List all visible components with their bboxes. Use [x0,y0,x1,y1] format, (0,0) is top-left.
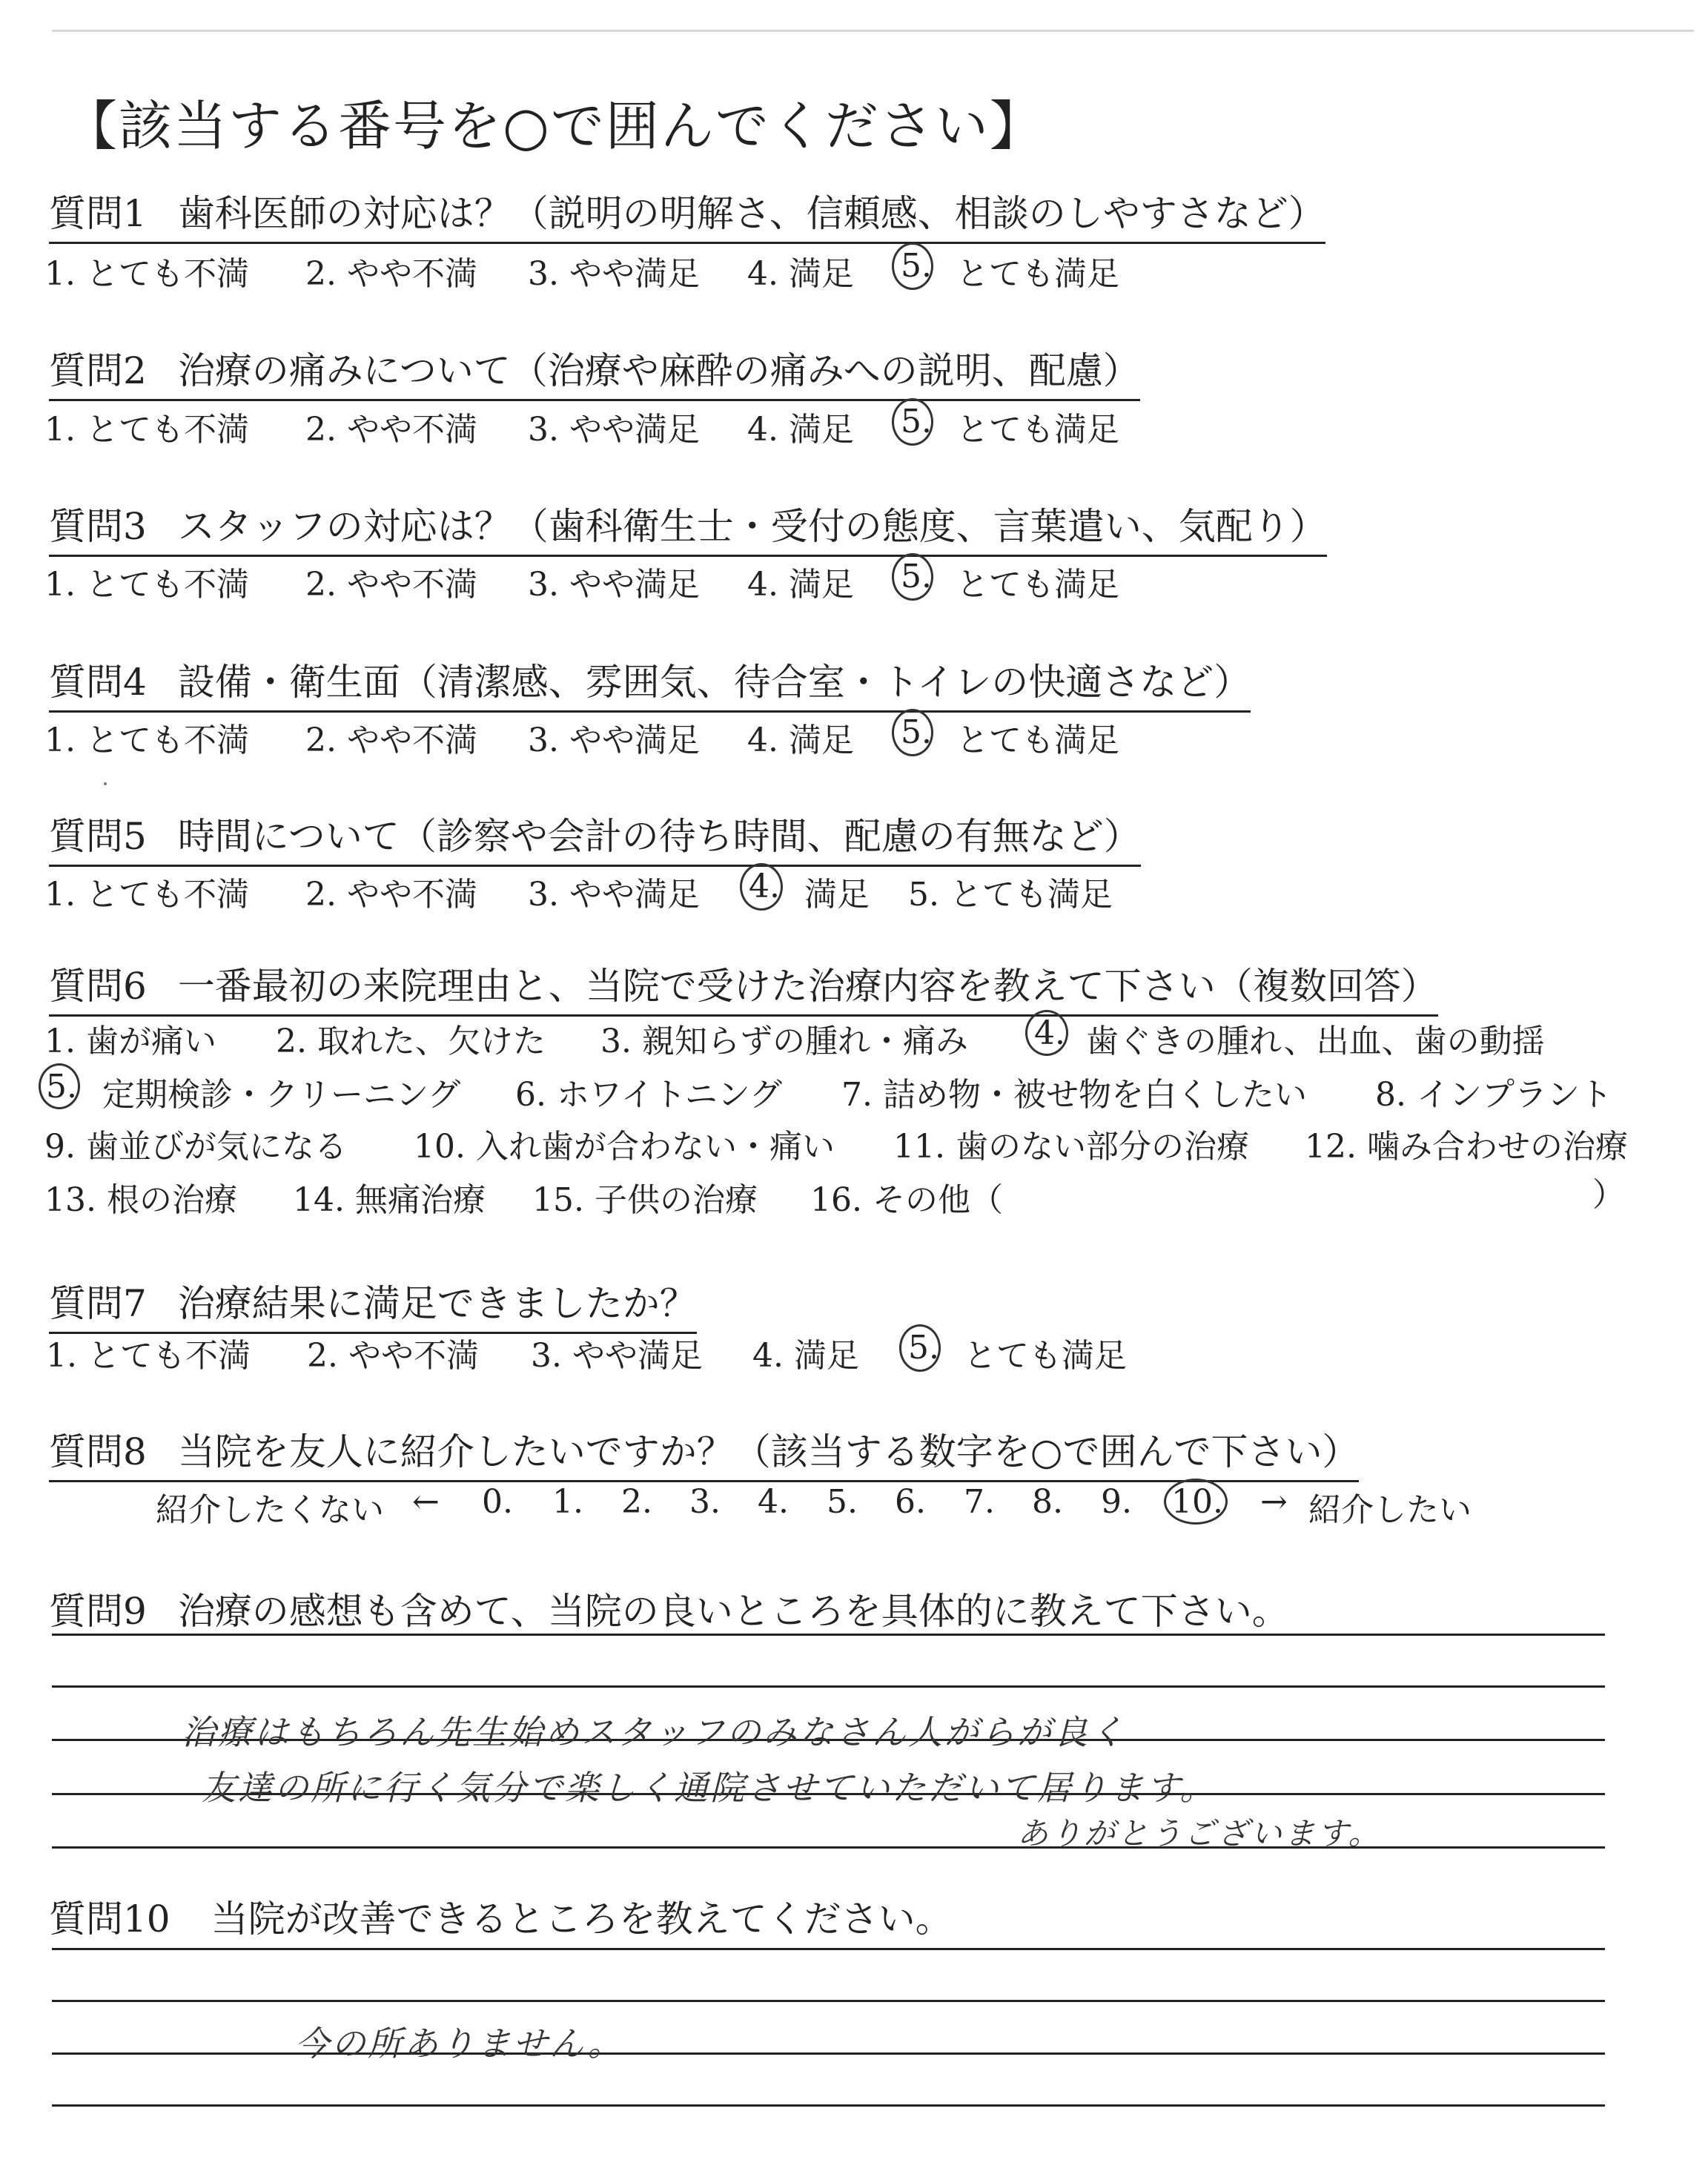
q9-answer-line-2 [52,1685,1605,1688]
q2-option-3[interactable]: 3. やや満足 [528,411,700,449]
q10-handwritten-line-1: 今の所ありません。 [295,2024,624,2064]
question-7-text: 治療結果に満足できましたか？ [177,1282,697,1325]
q6-option-4[interactable]: 4. [1034,1014,1065,1052]
q8-answer-circle [1164,1479,1228,1525]
question-3-text: スタッフの対応は？（歯科衛生士・受付の態度、言葉遣い、気配り） [177,505,1327,548]
q4-option-5[interactable]: 5. [901,713,932,751]
q4-option-5-label: とても満足 [956,721,1119,759]
question-1-title [49,184,1325,244]
q7-option-5[interactable]: 5. [908,1329,939,1367]
q7-answer-circle [899,1324,941,1372]
question-3-number: 質問3 [49,505,147,548]
q4-answer-circle [892,709,933,756]
q9-handwritten-line-3: ありがとうございます。 [1017,1815,1382,1852]
q5-option-1[interactable]: 1. とても不満 [44,876,249,914]
q2-option-1[interactable]: 1. とても不満 [44,411,249,449]
q5-option-4-label: 満足 [804,876,870,914]
q10-answer-line-4 [52,2104,1605,2107]
question-4-number: 質問4 [49,661,147,704]
question-1-text: 歯科医師の対応は？（説明の明解さ、信頼感、相談のしやすさなど） [177,192,1325,235]
question-6-number: 質問6 [49,965,147,1008]
q6-option-4-label: 歯ぐきの腫れ、出血、歯の動揺 [1086,1023,1545,1060]
question-1-number: 質問1 [49,192,147,235]
q10-answer-line-2 [52,2000,1605,2002]
q8-right-arrow: → [1260,1483,1288,1521]
q6-other-close-paren: ） [1592,1176,1625,1214]
q3-option-2[interactable]: 2. やや不満 [305,566,477,604]
q6-option-12[interactable]: 12. 噛み合わせの治療 [1305,1128,1628,1166]
q4-option-4[interactable]: 4. 満足 [747,721,854,759]
q9-handwritten-line-2: 友達の所に行く気分で楽しく通院させていただいて居ります。 [202,1768,1217,1808]
q8-scale-7[interactable]: 7. [964,1483,995,1521]
q10-answer-line-3 [52,2052,1605,2055]
q3-option-5[interactable]: 5. [901,558,932,595]
q5-option-5[interactable]: 5. とても満足 [908,876,1113,914]
question-10-number: 質問10 [49,1898,171,1941]
q6-option-5[interactable]: 5. [46,1068,77,1106]
question-8-title [49,1422,1359,1482]
q1-answer-circle [892,242,933,290]
q10-answer-line-1 [52,1948,1605,1950]
q4-option-1[interactable]: 1. とても不満 [44,721,249,759]
q6-option-1[interactable]: 1. 歯が痛い [44,1023,216,1060]
q8-scale-9[interactable]: 9. [1101,1483,1132,1521]
q8-scale-5[interactable]: 5. [827,1483,858,1521]
page-top-edge [52,30,1694,32]
question-2-text: 治療の痛みについて（治療や麻酔の痛みへの説明、配慮） [177,349,1140,392]
question-2-title [49,341,1140,401]
q7-option-4[interactable]: 4. 満足 [752,1337,859,1375]
q5-answer-circle [740,863,783,911]
q2-option-5-label: とても満足 [956,411,1119,449]
page-title: 【該当する番号を○で囲んでください】 [64,95,1045,157]
question-2-number: 質問2 [49,349,147,392]
q1-option-4[interactable]: 4. 満足 [747,255,854,293]
q8-scale-3[interactable]: 3. [689,1483,721,1521]
question-3-title [49,497,1327,557]
q1-option-3[interactable]: 3. やや満足 [528,255,700,293]
q6-option-13[interactable]: 13. 根の治療 [44,1181,237,1219]
question-7-title [49,1274,697,1334]
q6-option-16[interactable]: 16. その他（ [810,1181,1003,1219]
q1-option-5[interactable]: 5. [901,247,932,285]
q7-option-2[interactable]: 2. やや不満 [307,1337,479,1375]
q6-option-9[interactable]: 9. 歯並びが気になる [44,1128,347,1166]
q8-scale-8[interactable]: 8. [1032,1483,1063,1521]
q3-option-5-label: とても満足 [956,566,1119,604]
question-5-number: 質問5 [49,815,147,858]
q6-option-10[interactable]: 10. 入れ歯が合わない・痛い [414,1128,835,1166]
q3-option-3[interactable]: 3. やや満足 [528,566,700,604]
q8-scale-6[interactable]: 6. [895,1483,926,1521]
q6-option-11[interactable]: 11. 歯のない部分の治療 [893,1128,1249,1166]
question-9-number: 質問9 [49,1590,147,1633]
q6-option-14[interactable]: 14. 無痛治療 [293,1181,486,1219]
q7-option-3[interactable]: 3. やや満足 [531,1337,703,1375]
question-4-text: 設備・衛生面（清潔感、雰囲気、待合室・トイレの快適さなど） [177,661,1251,704]
question-8-text: 当院を友人に紹介したいですか？（該当する数字を○で囲んで下さい） [177,1430,1360,1473]
q9-handwritten-line-1: 治療はもちろん先生始めスタッフのみなさん人がらが良く [182,1712,1126,1752]
q8-scale-2[interactable]: 2. [621,1483,652,1521]
q9-answer-line-1 [52,1634,1605,1636]
question-5-text: 時間について（診察や会計の待ち時間、配慮の有無など） [177,815,1141,858]
stray-mark [104,782,107,785]
question-9-title [49,1582,1289,1639]
q2-option-4[interactable]: 4. 満足 [747,411,854,449]
question-4-title [49,653,1251,713]
q1-option-2[interactable]: 2. やや不満 [305,255,477,293]
q4-option-2[interactable]: 2. やや不満 [305,721,477,759]
question-8-number: 質問8 [49,1430,147,1473]
q3-answer-circle [892,553,933,601]
question-5-title [49,807,1141,867]
q5-option-4[interactable]: 4. [749,868,780,905]
q1-option-5-label: とても満足 [956,255,1119,293]
q2-option-5[interactable]: 5. [901,403,932,440]
q6-option-6[interactable]: 6. ホワイトニング [515,1076,783,1114]
q8-right-label: 紹介したい [1308,1491,1472,1529]
question-9-text: 治療の感想も含めて、当院の良いところを具体的に教えて下さい。 [177,1590,1289,1633]
q5-option-3[interactable]: 3. やや満足 [528,876,700,914]
q8-left-arrow: ← [412,1483,440,1521]
q7-option-1[interactable]: 1. とても不満 [46,1337,251,1375]
q2-answer-circle [892,398,933,446]
question-10-text: 当院が改善できるところを教えてください。 [211,1898,953,1941]
q4-option-3[interactable]: 3. やや満足 [528,721,700,759]
q7-option-5-label: とても満足 [964,1337,1127,1375]
q6-option-7[interactable]: 7. 詰め物・被せ物を白くしたい [841,1076,1307,1114]
question-10-title [49,1889,953,1947]
q2-option-2[interactable]: 2. やや不満 [305,411,477,449]
q8-scale-0[interactable]: 0. [482,1483,513,1521]
q6-option-8[interactable]: 8. インプラント [1375,1076,1612,1114]
q6-option-2[interactable]: 2. 取れた、欠けた [276,1023,546,1060]
q6-answer-circle-5 [39,1063,80,1109]
q5-option-2[interactable]: 2. やや不満 [305,876,477,914]
question-6-text: 一番最初の来院理由と、当院で受けた治療内容を教えて下さい（複数回答） [177,965,1438,1008]
q3-option-4[interactable]: 4. 満足 [747,566,854,604]
q1-option-1[interactable]: 1. とても不満 [44,255,249,293]
q8-scale-4[interactable]: 4. [758,1483,789,1521]
q6-option-5-label: 定期検診・クリーニング [102,1076,461,1114]
q6-option-15[interactable]: 15. 子供の治療 [532,1181,758,1219]
question-6-title [49,957,1438,1017]
q8-left-label: 紹介したくない [156,1491,384,1529]
q3-option-1[interactable]: 1. とても不満 [44,566,249,604]
q6-answer-circle-4 [1025,1010,1068,1056]
question-7-number: 質問7 [49,1282,147,1325]
q6-option-3[interactable]: 3. 親知らずの腫れ・痛み [600,1023,968,1060]
q8-scale-10[interactable]: 10. [1171,1483,1223,1521]
q8-scale-1[interactable]: 1. [552,1483,583,1521]
